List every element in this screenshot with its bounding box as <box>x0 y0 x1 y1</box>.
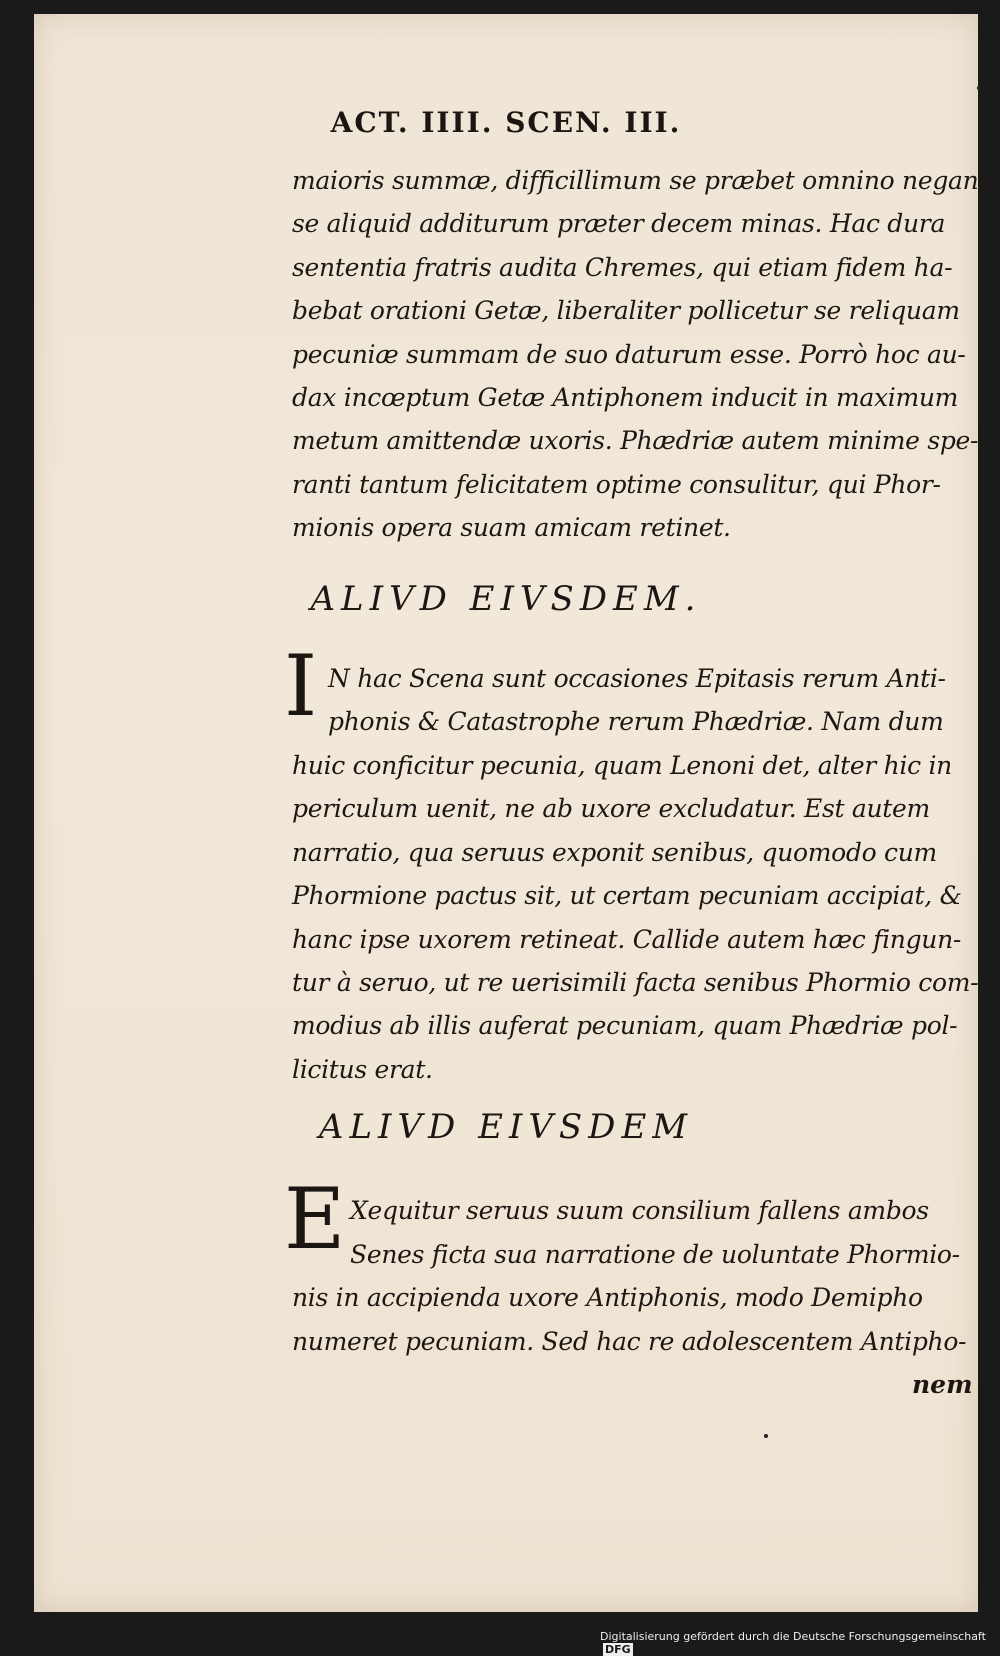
text-line: nis in accipienda uxore Antiphonis, modo Demipho <box>292 1283 923 1312</box>
text-line: tur à seruo, ut re uerisimili facta senibus Phormio com- <box>292 968 979 997</box>
text-line: narratio, qua seruus exponit senibus, quomodo cum <box>292 838 937 867</box>
text-line: N hac Scena sunt occasiones Epitasis rerum Anti- <box>328 664 946 693</box>
text-line: Phormione pactus sit, ut certam pecuniam accipiat, & <box>292 881 962 910</box>
section-heading: ALIVD EIVSDEM. <box>310 579 702 619</box>
ink-speck <box>764 1434 768 1438</box>
ink-speck <box>977 86 981 90</box>
text-line: ranti tantum felicitatem optime consulitur, qui Phor- <box>292 470 941 499</box>
text-line: se aliquid additurum præter decem minas. Hac dura <box>292 209 946 238</box>
text-line: periculum uenit, ne ab uxore excludatur. Est autem <box>292 794 930 823</box>
text-line: modius ab illis auferat pecuniam, quam Phædriæ pol- <box>292 1011 958 1040</box>
book-page <box>34 14 991 1612</box>
text-line: numeret pecuniam. Sed hac re adolescentem Antipho- <box>292 1327 967 1356</box>
text-line: huic conficitur pecunia, quam Lenoni det, alter hic in <box>292 751 952 780</box>
drop-capital: E <box>284 1170 346 1268</box>
text-line: Senes ficta sua narratione de uoluntate Phormio- <box>350 1240 960 1269</box>
text-line: sententia fratris audita Chremes, qui etiam fidem ha- <box>292 253 953 282</box>
text-line: dax incœptum Getæ Antiphonem inducit in maximum <box>292 383 959 412</box>
credit-text: Digitalisierung gefördert durch die Deutsche Forschungsgemeinschaft <box>600 1630 986 1643</box>
running-header: ACT. IIII. SCEN. III. <box>330 106 682 139</box>
text-line: licitus erat. <box>292 1055 433 1084</box>
drop-capital: I <box>284 637 318 735</box>
catchword: nem <box>912 1370 973 1399</box>
text-line: hanc ipse uxorem retineat. Callide autem hæc fingun- <box>292 925 962 954</box>
text-line: maioris summæ, difficillimum se præbet omnino negans <box>292 166 991 195</box>
text-line: phonis & Catastrophe rerum Phædriæ. Nam dum <box>328 707 944 736</box>
text-line: pecuniæ summam de suo daturum esse. Porrò hoc au- <box>292 340 966 369</box>
digitization-credit <box>600 1630 1000 1656</box>
text-line: metum amittendæ uxoris. Phædriæ autem minime spe- <box>292 426 979 455</box>
text-line: bebat orationi Getæ, liberaliter pollicetur se reliquam <box>292 296 960 325</box>
text-line: mionis opera suam amicam retinet. <box>292 513 731 542</box>
section-heading: ALIVD EIVSDEM <box>318 1107 694 1147</box>
dfg-logo: DFG <box>605 1643 631 1656</box>
text-line: Xequitur seruus suum consilium fallens ambos <box>350 1196 929 1225</box>
